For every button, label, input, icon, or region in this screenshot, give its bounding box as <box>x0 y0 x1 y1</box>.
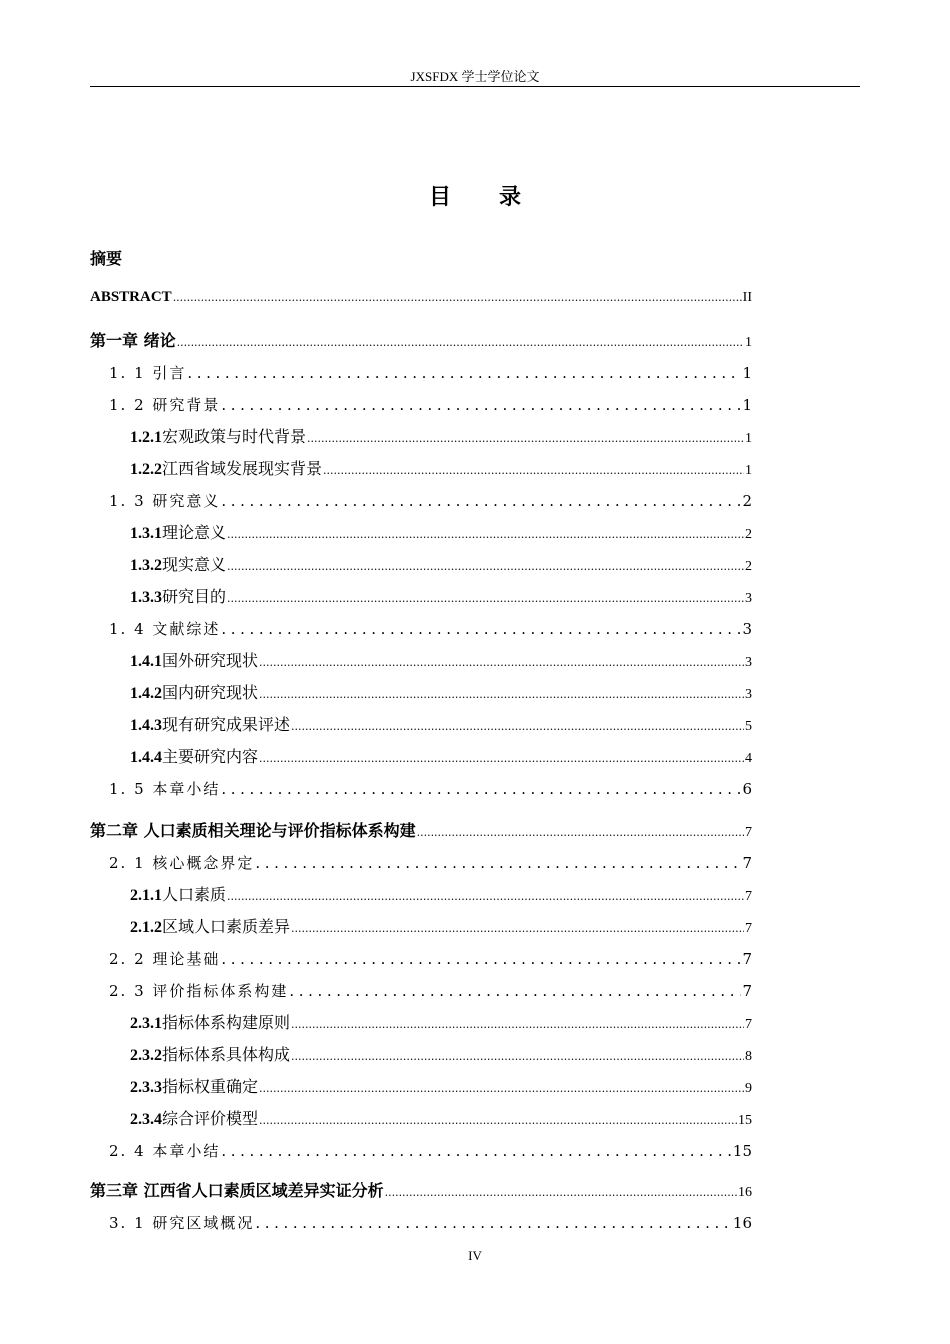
page-number: IV <box>468 1248 482 1263</box>
toc-entry-label: 江西省域发展现实背景 <box>162 459 323 478</box>
toc-subsection[interactable] <box>130 1108 752 1130</box>
toc-entry-title <box>130 714 290 737</box>
toc-entry-title <box>130 1012 290 1035</box>
dot-leader <box>291 1014 744 1036</box>
toc-entry[interactable] <box>90 248 752 270</box>
toc-chapter[interactable] <box>90 330 752 352</box>
toc-section[interactable] <box>109 778 752 800</box>
toc-page-number: 16 <box>732 1214 752 1232</box>
toc-page-number: 7 <box>742 950 752 968</box>
toc-entry-title <box>130 650 258 673</box>
toc-entry-label: 国外研究现状 <box>162 651 259 670</box>
toc-section[interactable] <box>109 948 752 970</box>
toc-page-number: 1 <box>745 431 752 446</box>
toc-entry-number: 2.3.2 <box>130 1047 162 1064</box>
dot-leader <box>291 1046 744 1068</box>
dot-leader <box>259 684 744 706</box>
toc-entry-number: 2.3.4 <box>130 1111 162 1128</box>
dot-leader <box>227 588 744 610</box>
dot-leader <box>227 524 744 546</box>
toc-subsection[interactable] <box>130 916 752 938</box>
toc-subsection[interactable] <box>130 1044 752 1066</box>
toc-page-number: 7 <box>745 921 752 936</box>
toc-subsection[interactable] <box>130 884 752 906</box>
toc-chapter[interactable] <box>90 820 752 842</box>
toc-entry-title <box>130 586 226 609</box>
toc-entry-label: 区域人口素质差异 <box>162 917 291 936</box>
toc-entry-title <box>130 554 226 577</box>
toc-section[interactable] <box>109 394 752 416</box>
toc-entry-label: 人口素质 <box>162 885 227 904</box>
toc-subsection[interactable] <box>130 714 752 736</box>
toc-page-number: 9 <box>745 1081 752 1096</box>
toc-section[interactable] <box>109 980 752 1002</box>
dot-leader <box>221 948 741 970</box>
toc-subsection[interactable] <box>130 682 752 704</box>
toc-entry-number: 2.1.2 <box>130 919 162 936</box>
toc-entry[interactable] <box>90 286 752 308</box>
toc-page-number: 1 <box>742 396 752 414</box>
toc-subsection[interactable] <box>130 458 752 480</box>
toc-entry-label: 国内研究现状 <box>162 683 259 702</box>
toc-page-number: 3 <box>742 620 752 638</box>
toc-page-number: 2 <box>745 559 752 574</box>
toc-entry-label: 宏观政策与时代背景 <box>162 427 307 446</box>
toc-entry-label: 综合评价模型 <box>162 1109 259 1128</box>
toc-page-number: 1 <box>742 364 752 382</box>
dot-leader <box>227 556 744 578</box>
toc-entry-number: 1.2.2 <box>130 461 162 478</box>
dot-leader <box>259 652 744 674</box>
toc-section[interactable] <box>109 490 752 512</box>
toc-entry-title: 2. 3 评价指标体系构建 <box>109 982 289 1000</box>
toc-page-number: 4 <box>745 751 752 766</box>
toc-entry-title: 1. 5 本章小结 <box>109 780 221 798</box>
toc-section[interactable] <box>109 362 752 384</box>
toc-entry-label: 指标体系构建原则 <box>162 1013 291 1032</box>
toc-entry-label: 主要研究内容 <box>162 747 259 766</box>
toc-page-number: II <box>742 290 752 305</box>
dot-leader <box>187 362 741 384</box>
toc-entry-title: 第二章 人口素质相关理论与评价指标体系构建 <box>90 821 416 840</box>
toc-entry-title <box>130 426 306 449</box>
toc-subsection[interactable] <box>130 1076 752 1098</box>
toc-chapter[interactable] <box>90 1180 752 1202</box>
toc-entry-title: 2. 1 核心概念界定 <box>109 854 255 872</box>
toc-entry-label: 研究目的 <box>162 587 227 606</box>
toc-page-number: 2 <box>745 527 752 542</box>
toc-page-number: 7 <box>745 889 752 904</box>
toc-entry-number: 1.3.1 <box>130 525 162 542</box>
dot-leader <box>289 980 741 1002</box>
toc-page-number: 1 <box>745 463 752 478</box>
toc-entry-title <box>130 916 290 939</box>
toc-page-number: 3 <box>745 687 752 702</box>
toc-entry-title: 第三章 江西省人口素质区域差异实证分析 <box>90 1181 384 1200</box>
dot-leader <box>221 618 741 640</box>
dot-leader <box>221 1140 732 1162</box>
toc-page-number: 8 <box>745 1049 752 1064</box>
toc-entry-title <box>130 884 226 907</box>
toc-subsection[interactable] <box>130 650 752 672</box>
toc-entry-title: 第一章 绪论 <box>90 331 176 350</box>
dot-leader <box>417 822 744 844</box>
toc-entry-title: 1. 4 文献综述 <box>109 620 221 638</box>
toc-page-number: 2 <box>742 492 752 510</box>
toc-entry-number: 2.1.1 <box>130 887 162 904</box>
toc-entry-title <box>130 1044 290 1067</box>
toc-subsection[interactable] <box>130 1012 752 1034</box>
page-title: 目录 <box>428 185 569 210</box>
toc-entry-number: 2.3.3 <box>130 1079 162 1096</box>
dot-leader <box>259 1078 744 1100</box>
dot-leader <box>259 748 744 770</box>
toc-entry-title <box>130 1076 258 1099</box>
dot-leader <box>255 1212 732 1234</box>
toc-entry-label: 理论意义 <box>162 523 227 542</box>
toc-entry-label: 现实意义 <box>162 555 227 574</box>
toc-page-number: 7 <box>742 854 752 872</box>
dot-leader <box>291 918 744 940</box>
toc-entry-title <box>130 458 322 481</box>
toc-subsection[interactable] <box>130 522 752 544</box>
header-rule <box>90 86 860 87</box>
toc-entry-title: 2. 4 本章小结 <box>109 1142 221 1160</box>
toc-entry-title <box>130 522 226 545</box>
toc-page-number: 15 <box>732 1142 752 1160</box>
toc-entry-number: 1.3.3 <box>130 589 162 606</box>
toc-subsection[interactable] <box>130 554 752 576</box>
toc-page-number: 7 <box>745 1017 752 1032</box>
toc-section[interactable] <box>109 1212 752 1234</box>
toc-subsection[interactable] <box>130 586 752 608</box>
toc-section[interactable] <box>109 618 752 640</box>
toc-page-number: 16 <box>738 1185 752 1200</box>
toc-entry-title: 摘要 <box>90 249 123 268</box>
toc-entry-title <box>130 682 258 705</box>
toc-entry-number: 1.4.2 <box>130 685 162 702</box>
dot-leader <box>221 778 741 800</box>
toc-entry-title: 1. 1 引言 <box>109 364 187 382</box>
toc-entry-number: 1.2.1 <box>130 429 162 446</box>
toc-entry-label: 现有研究成果评述 <box>162 715 291 734</box>
toc-page-number: 7 <box>742 982 752 1000</box>
dot-leader <box>221 394 741 416</box>
toc-entry-title <box>130 1108 258 1131</box>
running-header: JXSFDX 学士学位论文 <box>410 69 540 84</box>
toc-entry-number: 1.4.3 <box>130 717 162 734</box>
dot-leader <box>291 716 744 738</box>
toc-page-number: 15 <box>738 1113 752 1128</box>
toc-entry-number: 2.3.1 <box>130 1015 162 1032</box>
toc-entry-title: ABSTRACT <box>90 289 172 305</box>
dot-leader <box>385 1182 737 1204</box>
toc-section[interactable] <box>109 1140 752 1162</box>
dot-leader <box>307 428 744 450</box>
toc-entry-title <box>130 746 258 769</box>
dot-leader <box>259 1110 737 1132</box>
toc-entry-label: 指标权重确定 <box>162 1077 259 1096</box>
dot-leader <box>177 332 744 354</box>
toc-page-number: 3 <box>745 591 752 606</box>
toc-page-number: 1 <box>745 335 752 350</box>
dot-leader <box>227 886 744 908</box>
toc-entry-number: 1.4.4 <box>130 749 162 766</box>
toc-page-number: 6 <box>742 780 752 798</box>
toc-entry-label: 指标体系具体构成 <box>162 1045 291 1064</box>
toc-entry-title: 1. 2 研究背景 <box>109 396 221 414</box>
toc-entry-number: 1.3.2 <box>130 557 162 574</box>
toc-page-number: 3 <box>745 655 752 670</box>
toc-entry-title: 2. 2 理论基础 <box>109 950 221 968</box>
dot-leader <box>255 852 741 874</box>
toc-page-number: 7 <box>745 825 752 840</box>
toc-subsection[interactable] <box>130 746 752 768</box>
toc-section[interactable] <box>109 852 752 874</box>
dot-leader <box>221 490 741 512</box>
dot-leader <box>323 460 744 482</box>
toc-page-number: 5 <box>745 719 752 734</box>
dot-leader <box>173 287 742 309</box>
toc-subsection[interactable] <box>130 426 752 448</box>
toc-entry-title: 3. 1 研究区域概况 <box>109 1214 255 1232</box>
toc-entry-number: 1.4.1 <box>130 653 162 670</box>
toc-entry-title: 1. 3 研究意义 <box>109 492 221 510</box>
